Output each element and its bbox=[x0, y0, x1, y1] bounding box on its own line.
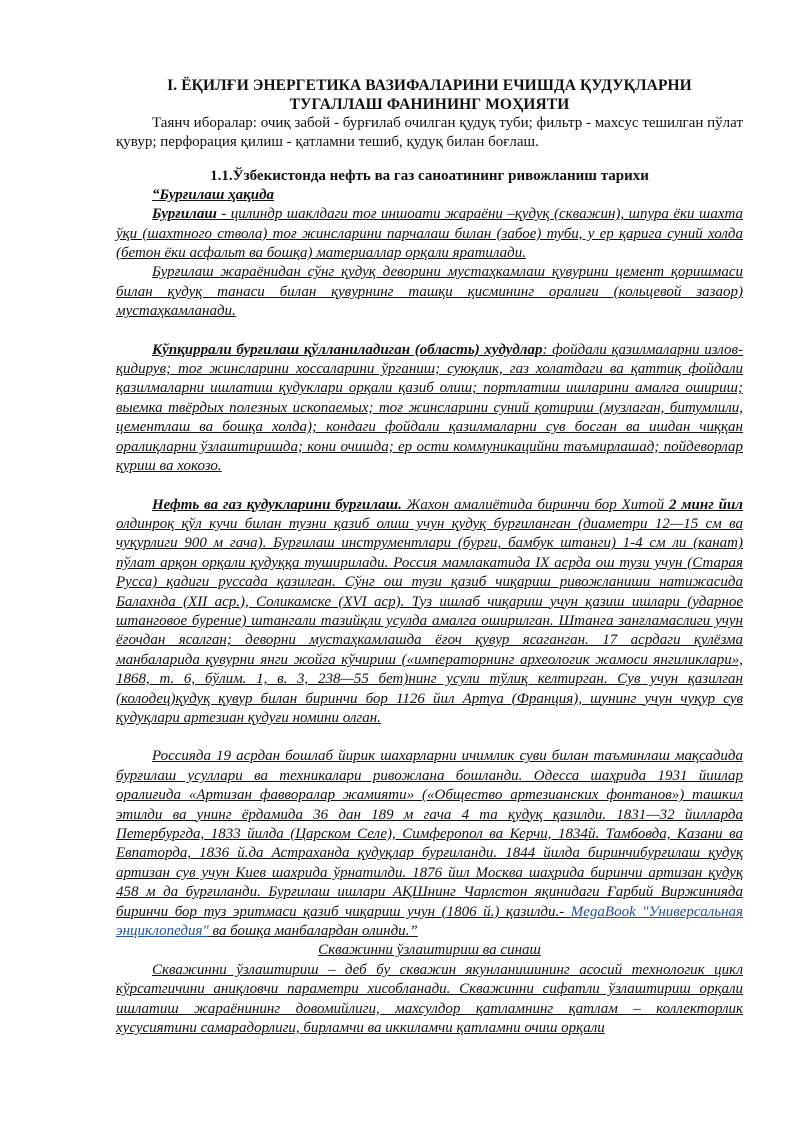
oil-gas-text-b: олдинроқ қўл кучи билан тузни қазиб олиш учун қудуқ бурғиланган (диаметри 12—15 см ва чуқурлиги 900 м гача). Бурғилаш инструментлари (бурғи, бамбук штанги) 1-4 см ли (канат) пўлат арқон орқали қудуққа туширилади. Россия мамлакатида IX асрда ош тузи учун (Старая Русса) қадиги руссада қазилган. Сўнг ош тузи қазиб чиқариш ривожланиши натижасида Балахнда (XII аср.), Соликамске (XVI аср). Туз ишлаб чиқариш учун қазиш ишлари (ударное штанговое бурение) штангали тазийқли усулда амалга оширилган. Штанга занғламаслиги учун ёғочдан ясалган; деворни мустаҳкамлашда ёғоч қувур ясаганган. 17 асрдаги қулёзма манбаларида қувурни янги жойга кўчириш («императорнинг археологик жамоси янгиликлари», 1868, т. 6, бўлим. 1, в. 3, 238—55 бет)нинг усули тўлиқ келтирган. Сув учун қазилган (колодец)қудуқ қувур билан биринчи бор 1126 йил Артуа (Франция), шунинг учун чуқур сув қудуқлари артезиан қудуғи номини олган. bbox=[116, 515, 743, 726]
title-line-2: ТУГАЛЛАШ ФАНИНИНГ МОҲИЯТИ bbox=[289, 96, 570, 113]
spacer bbox=[116, 728, 743, 747]
term-drilling: Бурғилаш bbox=[152, 206, 217, 223]
title-line-1: I. ЁҚИЛҒИ ЭНЕРГЕТИКА ВАЗИФАЛАРИНИ ЕЧИШДА ҚУДУҚЛАРНИ bbox=[167, 77, 692, 94]
spacer bbox=[116, 322, 743, 341]
paragraph-russia-history bbox=[116, 747, 743, 941]
russia-history-text: Россияда 19 асрдан бошлаб йирик шахарларни ичимлик суви билан таъминлаш мақсадида бурғилаш усуллари ва техникалари ривожлана бошланди. Одесса шаҳрида 1931 йиилар оралиғида «Артизан фавворалар жамияти» («Общество артезианских фонтанов») ташкил этилди ва унинг ёрдамида 36 дан 189 м гача 4 та қудуқ қазилди. 1831—32 йилларда Петербургда, 1833 йилда (Царском Селе), Симферопол ва Керчи, 1834й. Тамбовда, Казани ва Евпаторда, 1836 й.да Астраханда қудуқлар бурғиланди. 1844 йилда биринчибурғилаш қудуқ артизан сув учун Киев шахрида ўрнатилди. 1876 йил Москва шаҳрида биринчи артизан қудуқ 458 м да бурғиланди. Бурғилаш ишлари АҚШнинг Чарлстон яқинидаги Ғарбий Виржинияда биринчи бор туз эритмаси қазиб чиқариш учун (1806 й.) қазилди.- bbox=[116, 748, 743, 920]
term-oil-gas-drilling: Нефть ва газ қудукларини бурғилаш. bbox=[152, 496, 402, 513]
section-title: 1.1.Ўзбекистонда нефть ва газ саноатининг ривожланиш тарихи bbox=[210, 167, 649, 184]
document-page bbox=[116, 76, 743, 1038]
document-title bbox=[116, 76, 743, 114]
bold-2000-years: 2 минг йил bbox=[668, 496, 743, 513]
drilling-definition-text: - цилиндр шаклдаги тоғ иншоати жараёни –қудуқ (скважин), шпура ёки шахта ўқи (шахтного ствола) тоғ жинсларини парчалаш билан (забое) туби, у ер қарига суний холда (бетон ёки асфальт ва бошқа) материаллар орқали яратилади. bbox=[116, 206, 743, 262]
megabook-link[interactable]: MegaBook "Универсальная энциклопедия" bbox=[116, 903, 743, 940]
quote-heading bbox=[116, 186, 743, 205]
sub-heading: Скважинни ўзлаштириш ва синаш bbox=[318, 942, 541, 959]
paragraph-application-areas bbox=[116, 341, 743, 477]
paragraph-oil-gas-drilling bbox=[116, 496, 743, 729]
quote-heading-text: “Бурғилаш ҳақида bbox=[152, 186, 275, 203]
spacer bbox=[116, 477, 743, 496]
application-areas-text: : фойдали қазилмаларни излов-қидирув; тоғ жинсларини хоссаларини ўрганиш; суюқлик, газ холатдаги ва қаттиқ фойдали қазилмаларни ишлатиш қудуклари орқали қазиб олиш; портлатиш ишларини амалга ошириш; выемка твёрдых полезных ископаемых; тоғ жинсларини суний қотириш (музлаган, битумлили, цементлаш ва бошқа холда); кондаги фойдали қазилмаларни сув босган ва ишдан чиққан оралиқларни ўзлаштиришда; кони очишда; ер ости коммуникацийни таъмирлашад; пойдеворлар қуриш ва хокозо. bbox=[116, 341, 743, 475]
paragraph-casing: Бурғилаш жараёнидан сўнг қудуқ деворини мустаҳкамлаш қувурини цемент қоришмаси билан қудуқ танаси билан қувурнинг ташқи қисмининг оралиғи (кольцевой зазаор) мустаҳкамланади. bbox=[116, 264, 743, 320]
term-application-areas: Кўпқиррали бурғилаш қўлланиладиган (область) худудлар bbox=[152, 341, 543, 358]
paragraph-drilling-definition bbox=[116, 205, 743, 263]
russia-history-end: ва бошқа манбалардан олинди.” bbox=[208, 923, 418, 940]
keywords-paragraph: Таянч иборалар: очиқ забой - бурғилаб очилган қудуқ туби; фильтр - махсус тешилган пўлат қувур; перфорация қилиш - қатламни тешиб, қудуқ билан боғлаш. bbox=[116, 115, 743, 151]
oil-gas-text-a: Жахон амалиётида биринчи бор Хитой bbox=[401, 496, 669, 513]
paragraph-well-development: Скважинни ўзлаштириш – деб бу скважин якунланишининг асосий технологик цикл кўрсатгичини аниқловчи параметри хисобланади. Скважинни сифатли ўзлаштириш орқали ишлатиш жараёнининг довомийлиги, махсулдор қатламнинг қатлам – коллекторлик хусусиятини самарадорлиги, бирламчи ва иккиламчи қатламни очиш орқали bbox=[116, 961, 743, 1037]
